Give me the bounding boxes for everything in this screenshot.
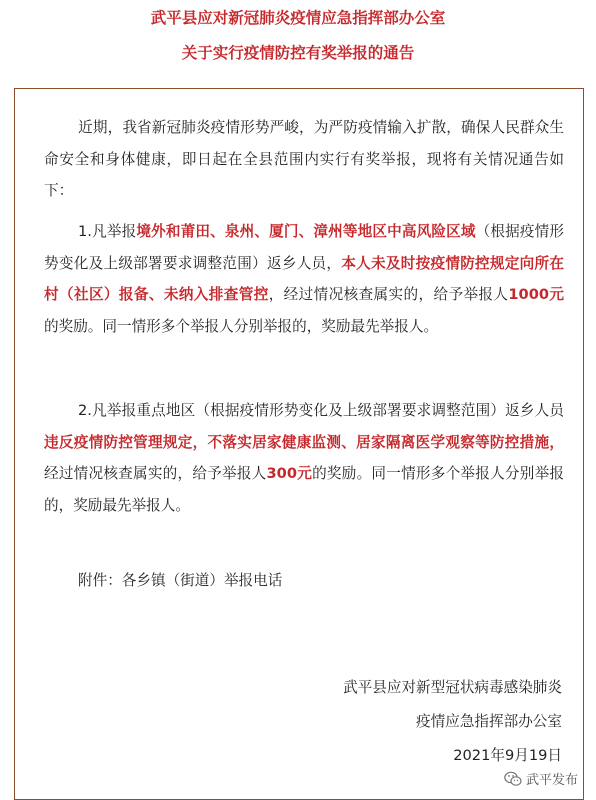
notice-title-line2: 关于实行疫情防控有奖举报的通告: [181, 44, 415, 62]
item-1-verification: ，经过情况核查属实的，给予举报人: [268, 286, 509, 303]
item-2-lead: 2.凡举报重点地区（根据疫情形势变化及上级部署要求调整范围）返乡人员: [78, 402, 564, 419]
item-1-reward-amount: 1000元: [508, 286, 564, 303]
intro-paragraph: [44, 112, 564, 207]
item-2-violation: 违反疫情防控管理规定，不落实居家健康监测、居家隔离医学观察等防控措施，: [44, 433, 564, 451]
signature-date: 2021年9月19日: [453, 747, 562, 764]
intro-text: 近期，我省新冠肺炎疫情形势严峻，为严防疫情输入扩散，确保人民群众生命安全和身体健康，即日起在全县范围内实行有奖举报，现将有关情况通告如下：: [44, 119, 564, 199]
attachment-text: 附件：各乡镇（街道）举报电话: [78, 572, 283, 589]
item-2-verification: 经过情况核查属实的，给予举报人: [44, 465, 267, 482]
signature-org-line1: 武平县应对新型冠状病毒感染肺炎: [343, 679, 562, 696]
wechat-icon: [504, 771, 522, 787]
signature-org-line2: 疫情应急指挥部办公室: [416, 713, 562, 730]
item-1-regions: 境外和莆田、泉州、厦门、漳州等地区中高风险区域: [136, 223, 476, 240]
item-2-reward-amount: 300元: [266, 465, 313, 482]
item-2-reward-rule: 的奖励。同一情形多个举报人分别举报的，奖励最先举报人。: [44, 465, 564, 514]
item-1-lead: 1.凡举报: [78, 223, 137, 240]
notice-title-line1: 武平县应对新冠肺炎疫情应急指挥部办公室: [150, 9, 446, 27]
item-1-violation: 本人未及时按疫情防控规定向所在村（社区）报备、未纳入排查管控: [44, 254, 564, 303]
item-1-scope-note: （根据疫情形势变化及上级部署要求调整范围）返乡人员，: [44, 223, 564, 272]
item-1-paragraph: [44, 216, 564, 342]
watermark: [504, 769, 578, 788]
attachment-paragraph: [44, 565, 564, 597]
watermark-text: 武平发布: [525, 773, 578, 788]
item-2-paragraph: [44, 395, 564, 521]
item-1-reward-rule: 的奖励。同一情形多个举报人分别举报的，奖励最先举报人。: [44, 317, 439, 335]
